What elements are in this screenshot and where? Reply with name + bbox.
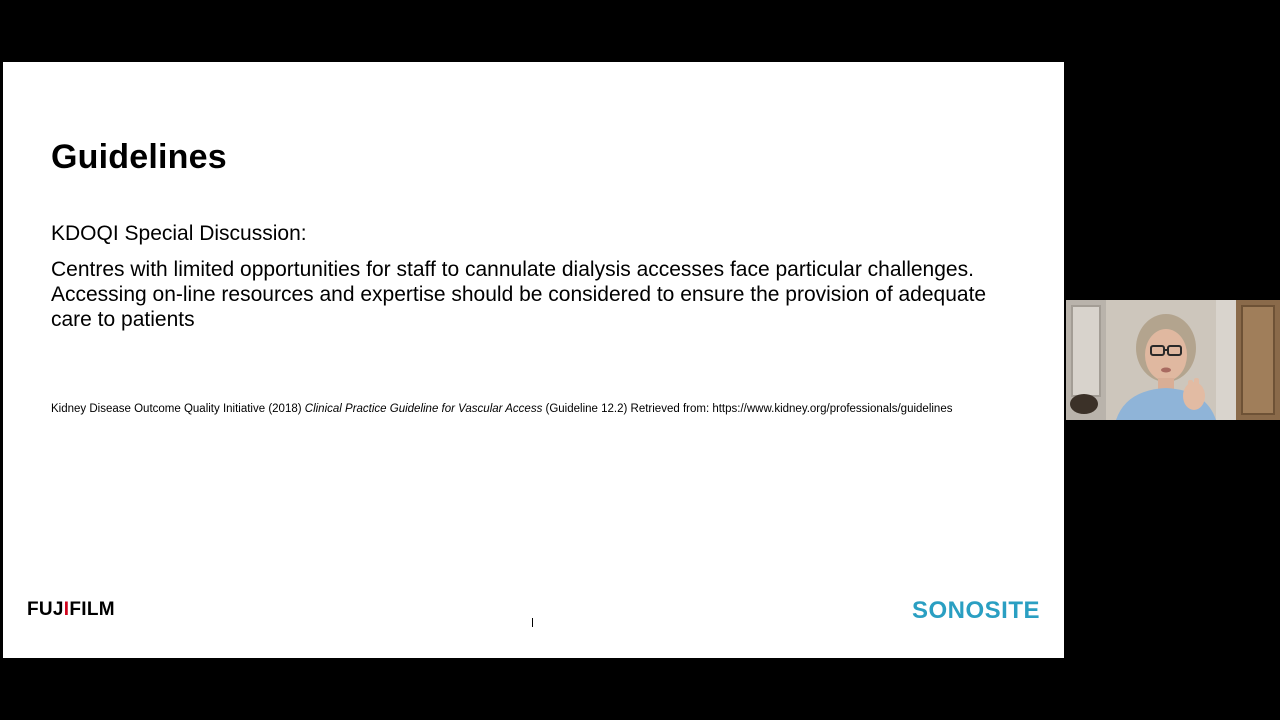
citation-suffix: (Guideline 12.2) Retrieved from: https://www.kidney.org/professionals/guidelines xyxy=(542,403,953,415)
presenter-video-thumbnail[interactable] xyxy=(1066,300,1280,420)
fujifilm-logo-part2: FILM xyxy=(69,599,115,620)
citation-title: Clinical Practice Guideline for Vascular Access xyxy=(304,403,543,415)
citation-prefix: Kidney Disease Outcome Quality Initiative (2018) xyxy=(51,403,305,415)
slide-body-text: Centres with limited opportunities for staff to cannulate dialysis accesses face particular challenges. Accessing on-line resources and expertise should be considered to ensure the provision of adequate care to patients xyxy=(51,258,987,331)
fujifilm-logo xyxy=(27,599,115,621)
fujifilm-logo-accent: I xyxy=(63,599,70,620)
sonosite-logo: SONOSITE xyxy=(911,597,1040,624)
slide-title: Guidelines xyxy=(51,138,227,176)
text-cursor-mark xyxy=(532,618,533,627)
citation xyxy=(51,403,1051,415)
presentation-slide xyxy=(3,62,1064,658)
presenter-video-icon xyxy=(1066,300,1280,420)
slide-subheading: KDOQI Special Discussion: xyxy=(51,222,307,245)
fujifilm-logo-part1: FUJ xyxy=(27,599,64,620)
